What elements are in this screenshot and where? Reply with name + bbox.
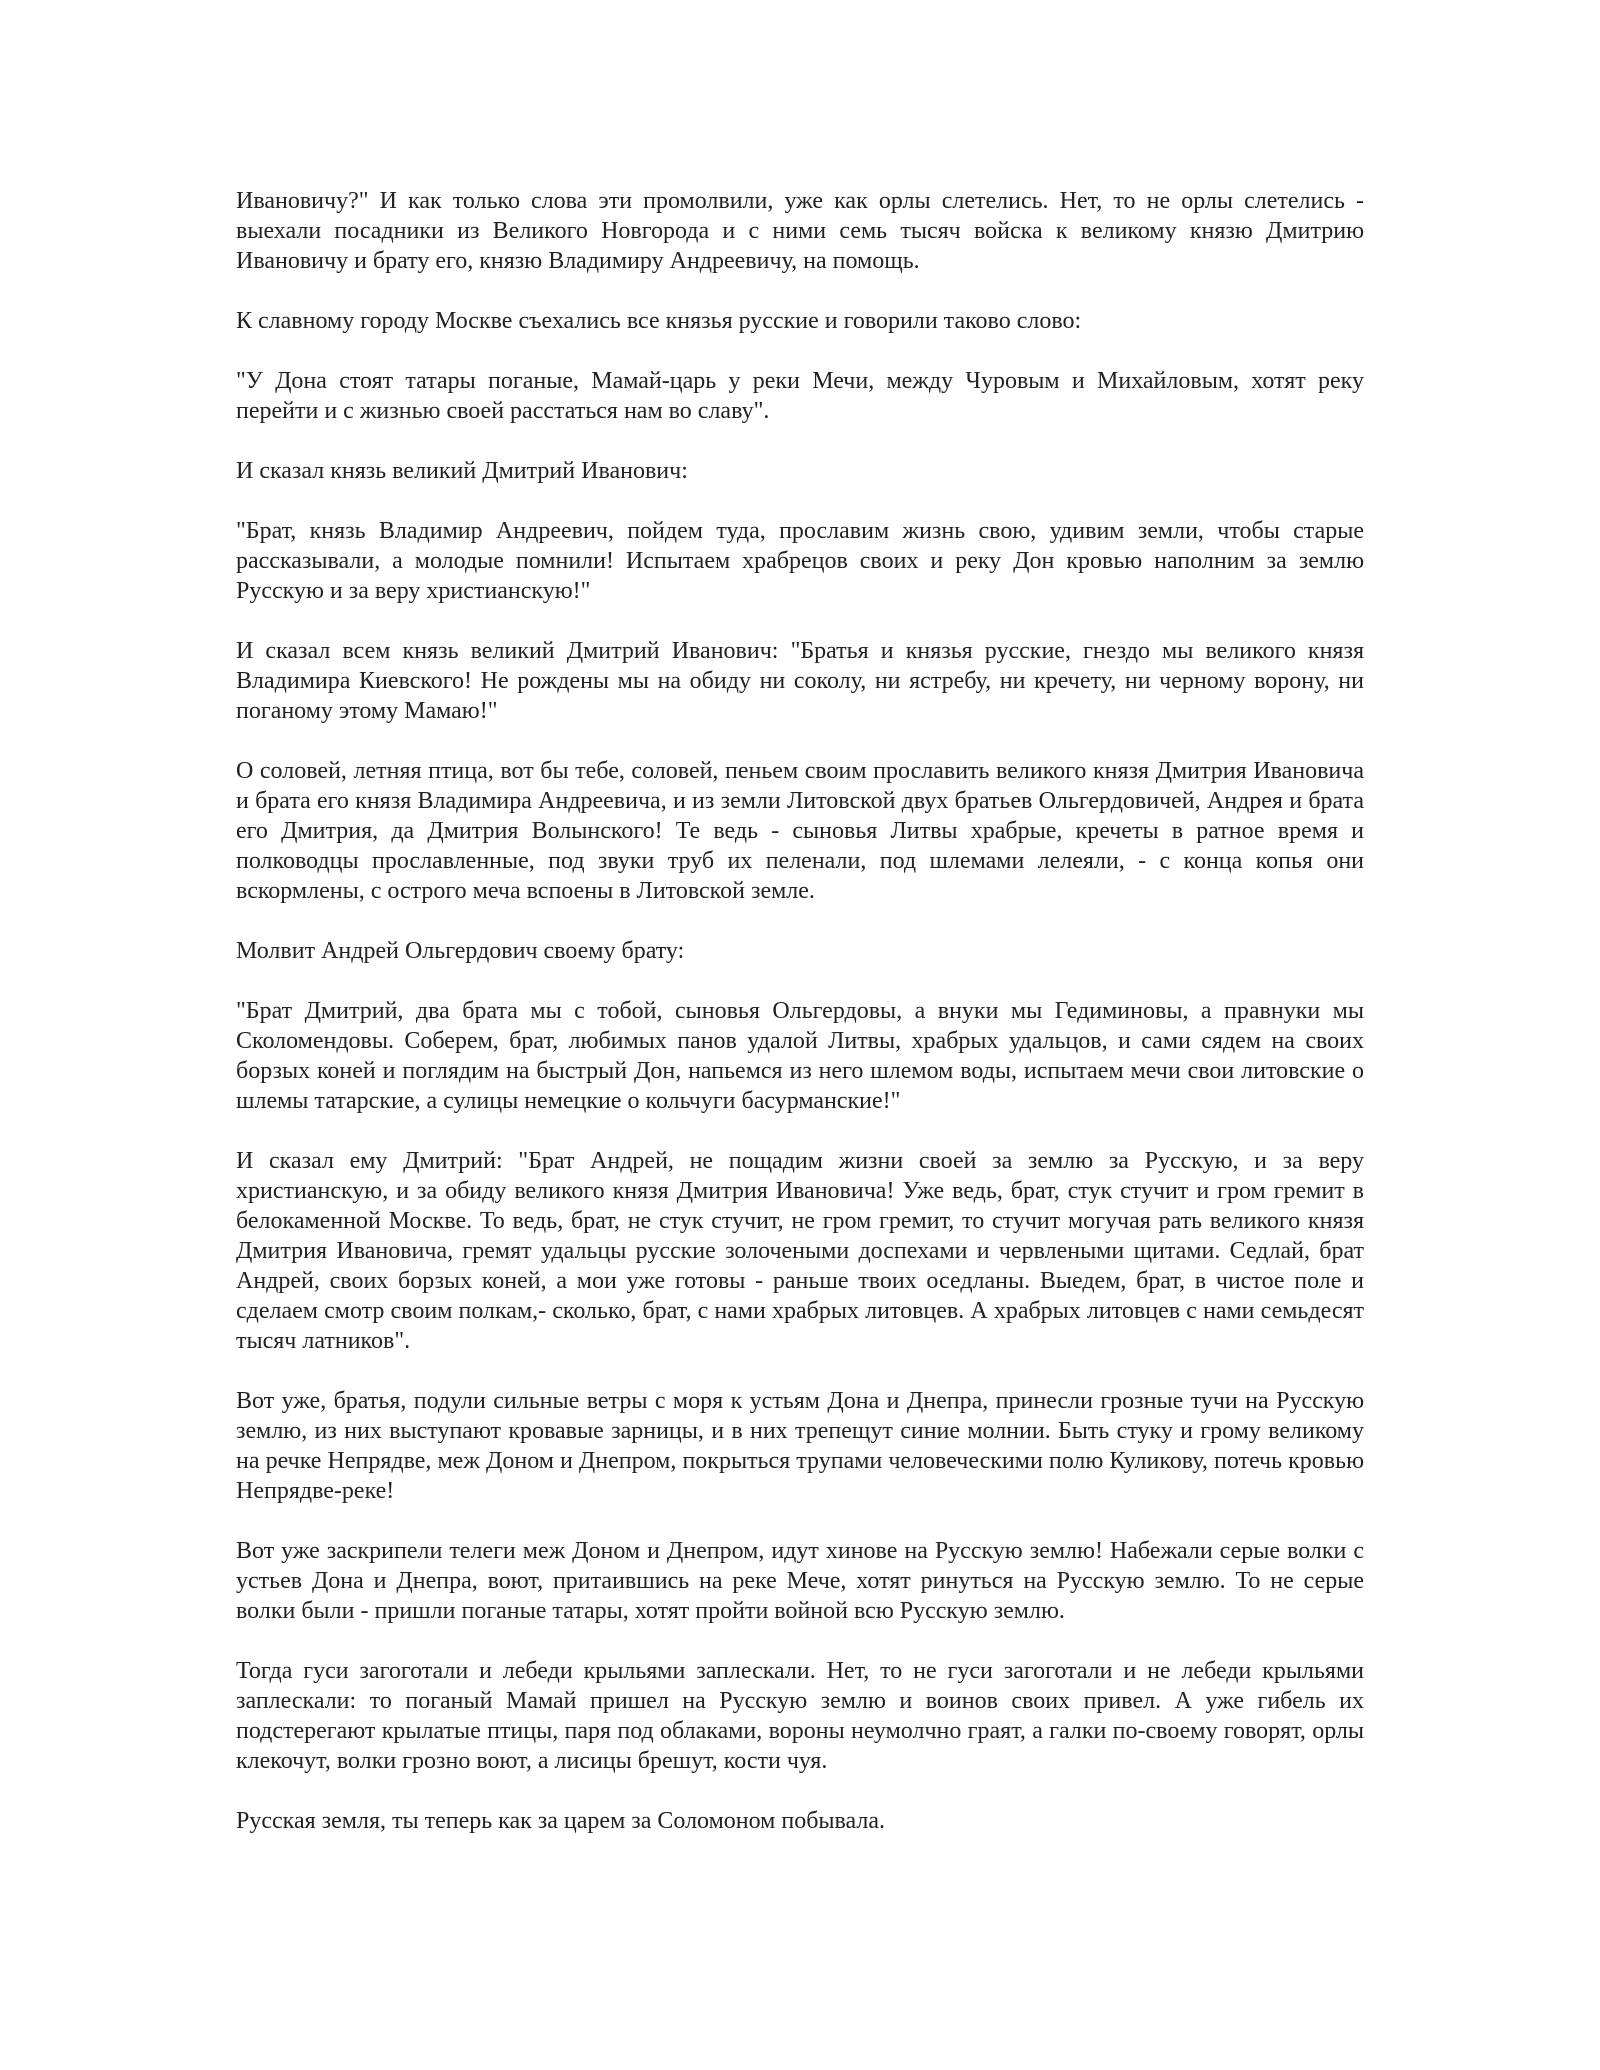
paragraph-3: "У Дона стоят татары поганые, Мамай-царь у реки Мечи, между Чуровым и Михайловым, хотят реку перейти и с жизнью своей расстаться нам во славу". xyxy=(236,368,1364,424)
paragraph-7: О соловей, летняя птица, вот бы тебе, соловей, пеньем своим прославить великого князя Дмитрия Ивановича и брата его князя Владимира Андреевича, и из земли Литовской двух братьев Ольгердовичей, Андрея и брата его Дмитрия, да Дмитрия Волынского! Те ведь - сыновья Литвы храбрые, кречеты в ратное время и полководцы прославленные, под звуки труб их пеленали, под шлемами лелеяли, - с конца копья они вскормлены, с острого меча вспоены в Литовской земле. xyxy=(236,758,1364,904)
paragraph-9: "Брат Дмитрий, два брата мы с тобой, сыновья Ольгердовы, а внуки мы Гедиминовы, а правнуки мы Сколомендовы. Соберем, брат, любимых панов удалой Литвы, храбрых удальцов, и сами сядем на своих борзых коней и поглядим на быстрый Дон, напьемся из него шлемом воды, испытаем мечи свои литовские о шлемы татарские, а сулицы немецкие о кольчуги басурманские!" xyxy=(236,998,1364,1114)
paragraph-4: И сказал князь великий Дмитрий Иванович: xyxy=(236,458,688,484)
paragraph-2: К славному городу Москве съехались все князья русские и говорили таково слово: xyxy=(236,308,1082,334)
paragraph-13: Тогда гуси загоготали и лебеди крыльями заплескали. Нет, то не гуси загоготали и не лебеди крыльями заплескали: то поганый Мамай пришел на Русскую землю и воинов своих привел. А уже гибель их подстерегают крылатые птицы, паря под облаками, вороны неумолчно граят, а галки по-своему говорят, орлы клекочут, волки грозно воют, а лисицы брешут, кости чуя. xyxy=(236,1658,1364,1774)
paragraph-14: Русская земля, ты теперь как за царем за Соломоном побывала. xyxy=(236,1808,886,1834)
paragraph-8: Молвит Андрей Ольгердович своему брату: xyxy=(236,938,685,964)
paragraph-5: "Брат, князь Владимир Андреевич, пойдем туда, прославим жизнь свою, удивим земли, чтобы старые рассказывали, а молодые помнили! Испытаем храбрецов своих и реку Дон кровью наполним за землю Русскую и за веру христианскую!" xyxy=(236,518,1364,604)
paragraph-10: И сказал ему Дмитрий: "Брат Андрей, не пощадим жизни своей за землю за Русскую, и за веру христианскую, и за обиду великого князя Дмитрия Ивановича! Уже ведь, брат, стук стучит и гром гремит в белокаменной Москве. То ведь, брат, не стук стучит, не гром гремит, то стучит могучая рать великого князя Дмитрия Ивановича, гремят удальцы русские золочеными доспехами и червлеными щитами. Седлай, брат Андрей, своих борзых коней, а мои уже готовы - раньше твоих оседланы. Выедем, брат, в чистое поле и сделаем смотр своим полкам,- сколько, брат, с нами храбрых литовцев. А храбрых литовцев с нами семьдесят тысяч латников". xyxy=(236,1148,1364,1354)
paragraph-12: Вот уже заскрипели телеги меж Доном и Днепром, идут хинове на Русскую землю! Набежали серые волки с устьев Дона и Днепра, воют, притаившись на реке Мече, хотят ринуться на Русскую землю. То не серые волки были - пришли поганые татары, хотят пройти войной всю Русскую землю. xyxy=(236,1538,1364,1624)
paragraph-6: И сказал всем князь великий Дмитрий Иванович: "Братья и князья русские, гнездо мы великого князя Владимира Киевского! Не рождены мы на обиду ни соколу, ни ястребу, ни кречету, ни черному ворону, ни поганому этому Мамаю!" xyxy=(236,638,1364,724)
paragraph-11: Вот уже, братья, подули сильные ветры с моря к устьям Дона и Днепра, принесли грозные тучи на Русскую землю, из них выступают кровавые зарницы, и в них трепещут синие молнии. Быть стуку и грому великому на речке Непрядве, меж Доном и Днепром, покрыться трупами человеческими полю Куликову, потечь кровью Непрядве-реке! xyxy=(236,1388,1364,1504)
paragraph-1: Ивановичу?" И как только слова эти промолвили, уже как орлы слетелись. Нет, то не орлы слетелись - выехали посадники из Великого Новгорода и с ними семь тысяч войска к великому князю Дмитрию Ивановичу и брату его, князю Владимиру Андреевичу, на помощь. xyxy=(236,188,1364,274)
document-text-body xyxy=(236,186,1364,1836)
